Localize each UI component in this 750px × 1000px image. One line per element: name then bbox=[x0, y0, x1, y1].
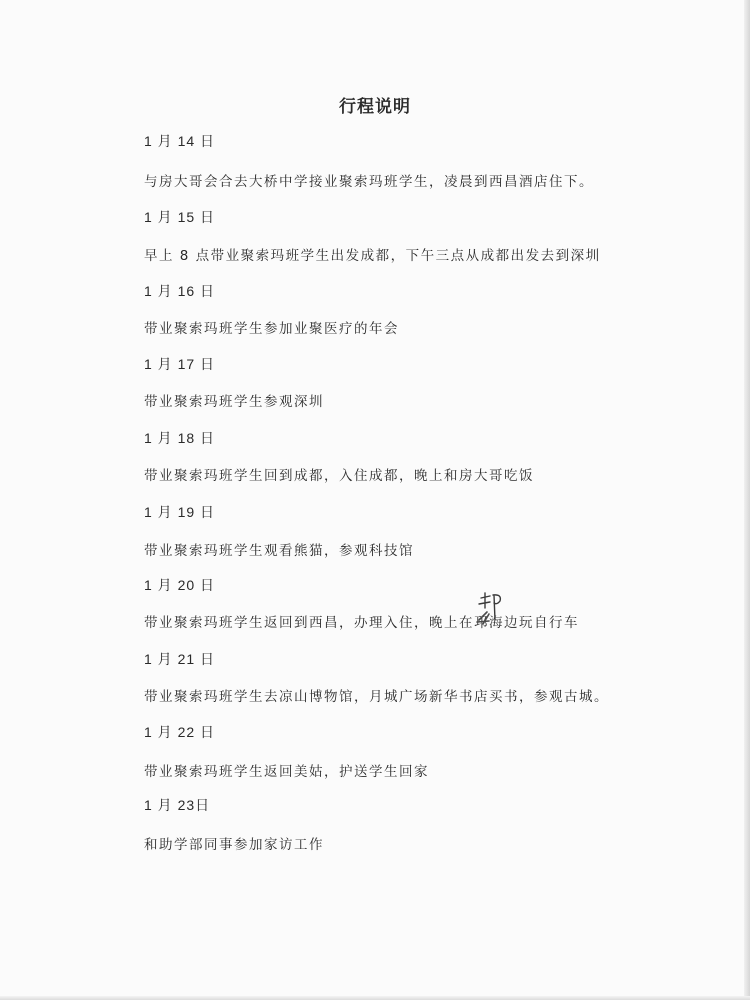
entry-text: 带业聚索玛班学生参加业聚医疗的年会 bbox=[144, 321, 399, 337]
entry-text: 与房大哥会合去大桥中学接业聚索玛班学生，凌晨到西昌酒店住下。 bbox=[144, 174, 594, 190]
entry-text: 带业聚索玛班学生参观深圳 bbox=[144, 394, 324, 410]
page-edge-shadow bbox=[744, 0, 750, 1000]
entry-date: 1 月 22 日 bbox=[144, 724, 216, 740]
page-bottom-shadow bbox=[0, 996, 750, 1000]
entry-text: 带业聚索玛班学生返回到西昌，办理入住，晚上在邛海边玩自行车 bbox=[144, 615, 579, 631]
entry-text: 带业聚索玛班学生回到成都，入住成都，晚上和房大哥吃饭 bbox=[144, 468, 534, 484]
entry-text: 带业聚索玛班学生去凉山博物馆，月城广场新华书店买书，参观古城。 bbox=[144, 689, 609, 705]
entry-date: 1 月 15 日 bbox=[144, 209, 216, 225]
document-title: 行程说明 bbox=[339, 97, 411, 117]
entry-date: 1 月 16 日 bbox=[144, 283, 216, 299]
entry-date: 1 月 14 日 bbox=[144, 133, 216, 149]
entry-text: 和助学部同事参加家访工作 bbox=[144, 837, 324, 853]
entry-date: 1 月 17 日 bbox=[144, 356, 216, 372]
entry-text: 早上 8 点带业聚索玛班学生出发成都，下午三点从成都出发去到深圳 bbox=[144, 248, 601, 264]
handwritten-correction bbox=[475, 590, 509, 630]
entry-date: 1 月 19 日 bbox=[144, 504, 216, 520]
entry-date: 1 月 23日 bbox=[144, 797, 211, 813]
entry-text: 带业聚索玛班学生观看熊猫，参观科技馆 bbox=[144, 543, 414, 559]
entry-date: 1 月 18 日 bbox=[144, 430, 216, 446]
entry-date: 1 月 20 日 bbox=[144, 577, 216, 593]
entry-text: 带业聚索玛班学生返回美姑，护送学生回家 bbox=[144, 764, 429, 780]
entry-date: 1 月 21 日 bbox=[144, 651, 216, 667]
